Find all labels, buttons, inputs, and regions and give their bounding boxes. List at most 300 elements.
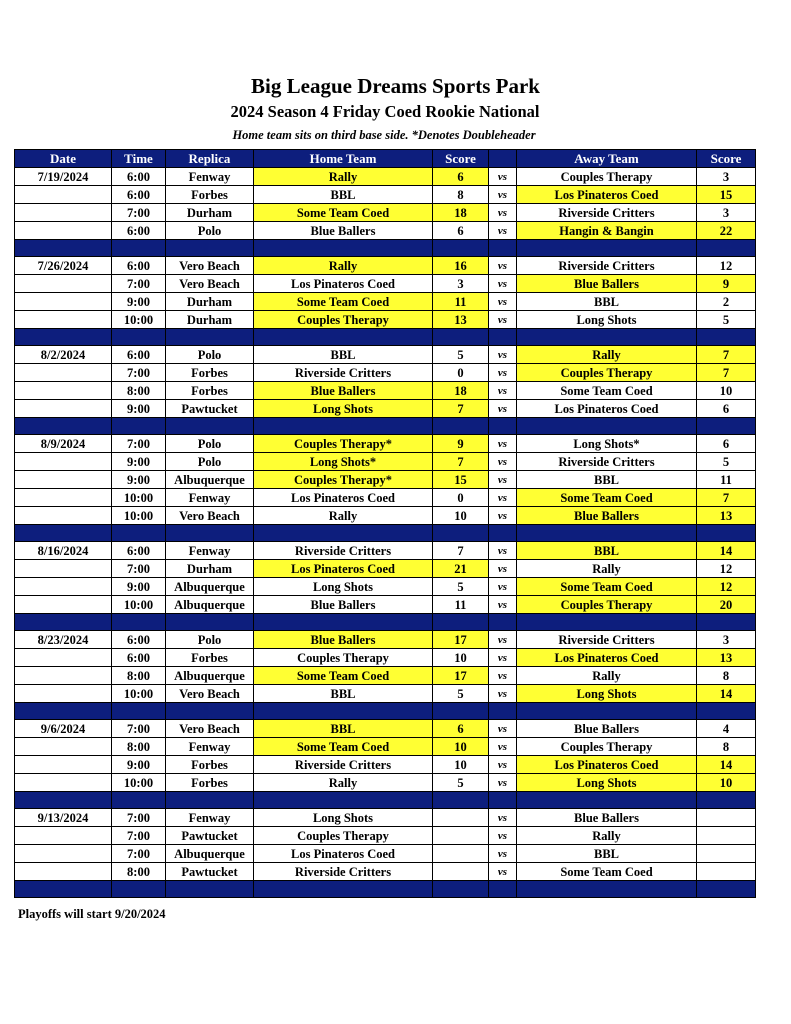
away-team: Blue Ballers [517, 720, 697, 738]
game-field: Polo [166, 453, 254, 471]
away-team: Couples Therapy [517, 738, 697, 756]
col-header-away-score: Score [697, 150, 756, 168]
home-team: Los Pinateros Coed [254, 845, 433, 863]
away-score: 8 [697, 738, 756, 756]
game-field: Forbes [166, 364, 254, 382]
vs-label: vs [489, 471, 517, 489]
home-team: Couples Therapy* [254, 435, 433, 453]
separator-cell [166, 418, 254, 435]
away-team: Some Team Coed [517, 382, 697, 400]
away-team: Long Shots [517, 774, 697, 792]
game-field: Fenway [166, 489, 254, 507]
game-field: Durham [166, 293, 254, 311]
game-date: 8/2/2024 [15, 346, 112, 364]
away-score [697, 845, 756, 863]
table-row [15, 489, 756, 507]
col-header-vs [489, 150, 517, 168]
game-field: Fenway [166, 738, 254, 756]
game-field: Albuquerque [166, 845, 254, 863]
week-separator-row [15, 881, 756, 898]
table-row [15, 756, 756, 774]
home-score [433, 863, 489, 881]
separator-cell [112, 418, 166, 435]
table-row [15, 293, 756, 311]
game-time: 10:00 [112, 685, 166, 703]
home-team: Riverside Critters [254, 364, 433, 382]
vs-label: vs [489, 346, 517, 364]
away-team: Hangin & Bangin [517, 222, 697, 240]
separator-cell [697, 240, 756, 257]
home-team: Riverside Critters [254, 756, 433, 774]
table-row [15, 204, 756, 222]
home-score: 18 [433, 382, 489, 400]
home-score: 10 [433, 507, 489, 525]
home-team: Los Pinateros Coed [254, 560, 433, 578]
table-row [15, 257, 756, 275]
away-score: 12 [697, 560, 756, 578]
game-field: Polo [166, 222, 254, 240]
separator-cell [166, 240, 254, 257]
home-score: 15 [433, 471, 489, 489]
separator-cell [166, 329, 254, 346]
separator-cell [697, 792, 756, 809]
game-field: Albuquerque [166, 578, 254, 596]
home-team: Couples Therapy* [254, 471, 433, 489]
game-date [15, 738, 112, 756]
away-score [697, 863, 756, 881]
game-date [15, 756, 112, 774]
game-field: Pawtucket [166, 400, 254, 418]
home-score: 5 [433, 685, 489, 703]
away-score: 3 [697, 631, 756, 649]
page-title: Big League Dreams Sports Park [251, 74, 540, 98]
game-field: Vero Beach [166, 257, 254, 275]
home-score: 13 [433, 311, 489, 329]
week-separator-row [15, 792, 756, 809]
table-row [15, 222, 756, 240]
away-score: 10 [697, 774, 756, 792]
home-score: 16 [433, 257, 489, 275]
home-team: Los Pinateros Coed [254, 275, 433, 293]
game-time: 10:00 [112, 596, 166, 614]
game-date [15, 293, 112, 311]
game-field: Polo [166, 346, 254, 364]
separator-cell [433, 881, 489, 898]
game-time: 6:00 [112, 186, 166, 204]
table-header-row [15, 150, 756, 168]
separator-cell [112, 703, 166, 720]
table-row [15, 275, 756, 293]
home-team: Couples Therapy [254, 649, 433, 667]
home-score: 5 [433, 774, 489, 792]
away-score: 8 [697, 667, 756, 685]
home-score: 11 [433, 293, 489, 311]
away-score: 14 [697, 685, 756, 703]
away-score: 14 [697, 756, 756, 774]
vs-label: vs [489, 204, 517, 222]
home-team: Blue Ballers [254, 382, 433, 400]
game-date [15, 222, 112, 240]
game-field: Forbes [166, 774, 254, 792]
vs-label: vs [489, 827, 517, 845]
away-team: Rally [517, 827, 697, 845]
vs-label: vs [489, 453, 517, 471]
away-team: Blue Ballers [517, 507, 697, 525]
vs-label: vs [489, 685, 517, 703]
home-score: 7 [433, 453, 489, 471]
separator-cell [517, 703, 697, 720]
away-score: 3 [697, 168, 756, 186]
vs-label: vs [489, 435, 517, 453]
home-team: BBL [254, 685, 433, 703]
separator-cell [254, 881, 433, 898]
home-team: Rally [254, 774, 433, 792]
separator-cell [254, 525, 433, 542]
away-team: Los Pinateros Coed [517, 186, 697, 204]
game-date [15, 275, 112, 293]
separator-cell [697, 418, 756, 435]
home-team: Blue Ballers [254, 596, 433, 614]
game-field: Forbes [166, 382, 254, 400]
separator-cell [112, 792, 166, 809]
away-score: 6 [697, 400, 756, 418]
game-date [15, 382, 112, 400]
separator-cell [112, 881, 166, 898]
vs-label: vs [489, 186, 517, 204]
away-score: 7 [697, 364, 756, 382]
game-field: Fenway [166, 809, 254, 827]
game-field: Vero Beach [166, 275, 254, 293]
vs-label: vs [489, 311, 517, 329]
game-date: 8/16/2024 [15, 542, 112, 560]
vs-label: vs [489, 578, 517, 596]
game-time: 7:00 [112, 204, 166, 222]
separator-cell [433, 525, 489, 542]
home-score [433, 827, 489, 845]
game-time: 9:00 [112, 578, 166, 596]
away-team: Some Team Coed [517, 863, 697, 881]
away-team: Long Shots [517, 311, 697, 329]
game-time: 10:00 [112, 311, 166, 329]
table-row [15, 168, 756, 186]
separator-cell [489, 703, 517, 720]
separator-cell [15, 792, 112, 809]
game-field: Forbes [166, 756, 254, 774]
separator-cell [489, 881, 517, 898]
vs-label: vs [489, 596, 517, 614]
week-separator-row [15, 614, 756, 631]
separator-cell [489, 329, 517, 346]
home-score: 11 [433, 596, 489, 614]
separator-cell [697, 703, 756, 720]
game-date [15, 685, 112, 703]
game-time: 10:00 [112, 489, 166, 507]
home-score: 18 [433, 204, 489, 222]
playoffs-note: Playoffs will start 9/20/2024 [18, 907, 166, 921]
game-time: 6:00 [112, 257, 166, 275]
away-score: 11 [697, 471, 756, 489]
game-time: 6:00 [112, 168, 166, 186]
table-row [15, 560, 756, 578]
home-team: Some Team Coed [254, 667, 433, 685]
table-row [15, 471, 756, 489]
home-score: 8 [433, 186, 489, 204]
home-score [433, 845, 489, 863]
separator-cell [166, 703, 254, 720]
away-team: Riverside Critters [517, 631, 697, 649]
game-time: 6:00 [112, 649, 166, 667]
schedule-body [15, 168, 756, 898]
away-score: 12 [697, 257, 756, 275]
game-time: 9:00 [112, 756, 166, 774]
game-field: Pawtucket [166, 827, 254, 845]
vs-label: vs [489, 667, 517, 685]
game-time: 6:00 [112, 631, 166, 649]
home-score: 17 [433, 631, 489, 649]
vs-label: vs [489, 542, 517, 560]
vs-label: vs [489, 738, 517, 756]
home-team: Rally [254, 257, 433, 275]
home-team: BBL [254, 186, 433, 204]
separator-cell [166, 881, 254, 898]
home-score: 7 [433, 542, 489, 560]
game-date: 8/9/2024 [15, 435, 112, 453]
game-time: 9:00 [112, 293, 166, 311]
game-date [15, 311, 112, 329]
away-score: 6 [697, 435, 756, 453]
away-team: Blue Ballers [517, 275, 697, 293]
separator-cell [254, 792, 433, 809]
vs-label: vs [489, 222, 517, 240]
week-separator-row [15, 703, 756, 720]
home-team: Riverside Critters [254, 542, 433, 560]
game-field: Polo [166, 631, 254, 649]
game-field: Forbes [166, 649, 254, 667]
table-row [15, 685, 756, 703]
table-row [15, 578, 756, 596]
table-row [15, 507, 756, 525]
away-team: Riverside Critters [517, 257, 697, 275]
game-date [15, 507, 112, 525]
game-time: 8:00 [112, 382, 166, 400]
game-date: 9/13/2024 [15, 809, 112, 827]
separator-cell [254, 329, 433, 346]
home-score: 5 [433, 578, 489, 596]
separator-cell [433, 614, 489, 631]
separator-cell [517, 418, 697, 435]
home-score: 3 [433, 275, 489, 293]
game-date [15, 774, 112, 792]
game-date: 9/6/2024 [15, 720, 112, 738]
home-score: 0 [433, 364, 489, 382]
home-team: Some Team Coed [254, 293, 433, 311]
home-score: 7 [433, 400, 489, 418]
vs-label: vs [489, 400, 517, 418]
separator-cell [517, 881, 697, 898]
game-time: 9:00 [112, 453, 166, 471]
game-field: Forbes [166, 186, 254, 204]
game-date [15, 489, 112, 507]
game-date [15, 186, 112, 204]
away-team: Couples Therapy [517, 168, 697, 186]
separator-cell [433, 703, 489, 720]
separator-cell [254, 240, 433, 257]
away-score: 5 [697, 311, 756, 329]
separator-cell [15, 881, 112, 898]
vs-label: vs [489, 631, 517, 649]
away-score [697, 827, 756, 845]
game-date [15, 560, 112, 578]
home-score: 21 [433, 560, 489, 578]
game-date [15, 863, 112, 881]
away-score: 4 [697, 720, 756, 738]
table-row [15, 809, 756, 827]
separator-cell [433, 240, 489, 257]
game-field: Durham [166, 560, 254, 578]
game-field: Vero Beach [166, 507, 254, 525]
away-score: 3 [697, 204, 756, 222]
vs-label: vs [489, 507, 517, 525]
vs-label: vs [489, 845, 517, 863]
home-team: BBL [254, 720, 433, 738]
table-row [15, 738, 756, 756]
game-date [15, 578, 112, 596]
away-team: Long Shots [517, 685, 697, 703]
table-row [15, 649, 756, 667]
away-team: BBL [517, 471, 697, 489]
game-date: 7/19/2024 [15, 168, 112, 186]
game-time: 8:00 [112, 863, 166, 881]
away-team: BBL [517, 542, 697, 560]
game-time: 7:00 [112, 275, 166, 293]
away-score: 14 [697, 542, 756, 560]
vs-label: vs [489, 257, 517, 275]
game-date [15, 827, 112, 845]
game-field: Fenway [166, 168, 254, 186]
game-date [15, 596, 112, 614]
home-team: Long Shots [254, 809, 433, 827]
game-date [15, 649, 112, 667]
away-score: 5 [697, 453, 756, 471]
table-row [15, 400, 756, 418]
separator-cell [489, 792, 517, 809]
home-score [433, 809, 489, 827]
separator-cell [15, 614, 112, 631]
game-field: Fenway [166, 542, 254, 560]
home-score: 5 [433, 346, 489, 364]
table-row [15, 382, 756, 400]
separator-cell [517, 792, 697, 809]
away-score: 13 [697, 649, 756, 667]
game-time: 7:00 [112, 809, 166, 827]
separator-cell [489, 614, 517, 631]
separator-cell [517, 240, 697, 257]
separator-cell [517, 614, 697, 631]
away-score: 22 [697, 222, 756, 240]
home-score: 17 [433, 667, 489, 685]
home-team: Rally [254, 168, 433, 186]
away-score [697, 809, 756, 827]
table-row [15, 774, 756, 792]
table-row [15, 667, 756, 685]
separator-cell [697, 525, 756, 542]
home-team: Blue Ballers [254, 631, 433, 649]
away-score: 10 [697, 382, 756, 400]
separator-cell [166, 525, 254, 542]
col-header-home-team: Home Team [254, 150, 433, 168]
home-team: BBL [254, 346, 433, 364]
home-team: Riverside Critters [254, 863, 433, 881]
vs-label: vs [489, 382, 517, 400]
table-row [15, 845, 756, 863]
game-time: 8:00 [112, 667, 166, 685]
col-header-home-score: Score [433, 150, 489, 168]
game-time: 7:00 [112, 364, 166, 382]
game-field: Durham [166, 204, 254, 222]
vs-label: vs [489, 756, 517, 774]
away-team: Rally [517, 667, 697, 685]
separator-cell [433, 792, 489, 809]
week-separator-row [15, 418, 756, 435]
separator-cell [489, 418, 517, 435]
table-row [15, 346, 756, 364]
game-date [15, 667, 112, 685]
vs-label: vs [489, 275, 517, 293]
away-team: BBL [517, 293, 697, 311]
separator-cell [697, 881, 756, 898]
separator-cell [112, 614, 166, 631]
game-date [15, 204, 112, 222]
separator-cell [166, 614, 254, 631]
away-score: 7 [697, 489, 756, 507]
separator-cell [517, 329, 697, 346]
game-time: 7:00 [112, 720, 166, 738]
game-time: 9:00 [112, 471, 166, 489]
separator-cell [489, 525, 517, 542]
away-team: Couples Therapy [517, 364, 697, 382]
game-time: 7:00 [112, 435, 166, 453]
separator-cell [254, 418, 433, 435]
table-row [15, 542, 756, 560]
home-score: 9 [433, 435, 489, 453]
page-subtitle: 2024 Season 4 Friday Coed Rookie National [230, 102, 540, 121]
table-row [15, 631, 756, 649]
vs-label: vs [489, 649, 517, 667]
home-team: Some Team Coed [254, 204, 433, 222]
game-time: 9:00 [112, 400, 166, 418]
separator-cell [433, 329, 489, 346]
vs-label: vs [489, 560, 517, 578]
game-time: 6:00 [112, 346, 166, 364]
game-field: Pawtucket [166, 863, 254, 881]
home-team: Some Team Coed [254, 738, 433, 756]
home-team: Long Shots* [254, 453, 433, 471]
table-row [15, 863, 756, 881]
col-header-away-team: Away Team [517, 150, 697, 168]
table-row [15, 720, 756, 738]
week-separator-row [15, 240, 756, 257]
table-row [15, 435, 756, 453]
home-score: 10 [433, 756, 489, 774]
away-team: BBL [517, 845, 697, 863]
separator-cell [15, 240, 112, 257]
home-team: Long Shots [254, 578, 433, 596]
home-score: 0 [433, 489, 489, 507]
game-field: Polo [166, 435, 254, 453]
home-score: 10 [433, 738, 489, 756]
table-row [15, 827, 756, 845]
home-score: 6 [433, 222, 489, 240]
